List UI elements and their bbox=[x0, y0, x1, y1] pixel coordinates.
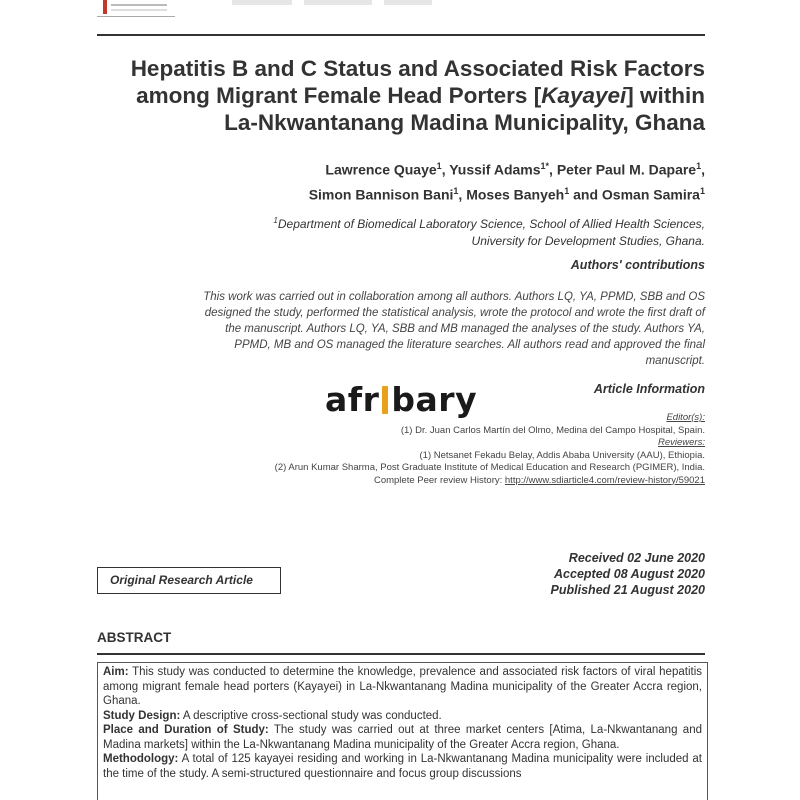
running-header-fragment bbox=[232, 0, 432, 5]
methodology-text: A total of 125 kayayei residing and working in La-Nkwantanang Madina municipality were included at the time of the study. A semi-structured questionnaire and focus group discussions bbox=[103, 753, 702, 780]
contributions-line: designed the study, performed the statistical analysis, wrote the protocol and wrote the first draft of bbox=[204, 307, 705, 319]
affiliation-mark: 1 bbox=[273, 216, 278, 225]
header-rule bbox=[97, 34, 705, 36]
author-separator: , bbox=[549, 161, 557, 178]
watermark-text-left: afr bbox=[325, 380, 380, 419]
contributions-line: PPMD, MB and OS managed the literature searches. All authors read and approved the final bbox=[234, 339, 705, 351]
published-date: Published 21 August 2020 bbox=[550, 583, 705, 597]
author-name: Osman Samira bbox=[601, 186, 700, 203]
reviewers-label: Reviewers: bbox=[658, 437, 705, 448]
reviewer-entry: (2) Arun Kumar Sharma, Post Graduate Institute of Medical Education and Research (PGIMER), India. bbox=[274, 462, 705, 473]
contributions-line: manuscript. bbox=[645, 355, 705, 367]
author-separator: , bbox=[701, 161, 705, 178]
author-affiliation-mark: 1 bbox=[564, 185, 570, 196]
contributions-line: the manuscript. Authors LQ, YA, SBB and MB managed the analyses of the study. Authors YA, bbox=[225, 323, 705, 335]
reviewer-entry: (1) Netsanet Fekadu Belay, Addis Ababa University (AAU), Ethiopia. bbox=[419, 449, 705, 461]
editors-label: Editor(s): bbox=[666, 412, 705, 423]
abstract-aim bbox=[103, 665, 702, 709]
author-name: Yussif Adams bbox=[449, 161, 541, 178]
abstract-heading: ABSTRACT bbox=[97, 630, 172, 645]
author-name: Lawrence Quaye bbox=[325, 161, 437, 178]
title-line-2-italic: Kayayei bbox=[541, 83, 627, 108]
abstract-rule bbox=[97, 653, 705, 655]
review-history-link[interactable]: http://www.sdiarticle4.com/review-history/59021 bbox=[504, 474, 705, 486]
affiliation bbox=[145, 212, 705, 250]
author-separator: , bbox=[441, 161, 450, 178]
author-affiliation-mark: 1 bbox=[696, 161, 702, 171]
affiliation-line-2: University for Development Studies, Ghana. bbox=[471, 234, 705, 248]
title-line-2a: among Migrant Female Head Porters [ bbox=[136, 83, 542, 108]
contributions-heading: Authors' contributions bbox=[570, 258, 705, 272]
aim-label: Aim: bbox=[103, 666, 129, 678]
design-text: A descriptive cross-sectional study was conducted. bbox=[180, 709, 442, 722]
watermark-text-right: bary bbox=[391, 380, 478, 419]
author-name: Simon Bannison Bani bbox=[308, 186, 454, 203]
article-title bbox=[85, 55, 705, 136]
abstract-place bbox=[103, 723, 702, 752]
place-label: Place and Duration of Study: bbox=[103, 724, 269, 736]
article-dates bbox=[551, 550, 705, 598]
logo-mark-icon bbox=[103, 0, 107, 14]
author-list bbox=[105, 156, 705, 205]
title-line-2b: ] within bbox=[626, 83, 705, 108]
article-info-heading: Article Information bbox=[593, 382, 705, 396]
abstract-body bbox=[97, 662, 708, 800]
author-name: Peter Paul M. Dapare bbox=[556, 161, 697, 178]
article-type-badge: Original Research Article bbox=[97, 567, 281, 594]
abstract-design bbox=[103, 709, 702, 724]
author-affiliation-mark: 1* bbox=[540, 161, 550, 171]
contributions-text bbox=[105, 289, 705, 369]
methodology-label: Methodology: bbox=[103, 753, 179, 765]
editor-entry: (1) Dr. Juan Carlos Martín del Olmo, Medina del Campo Hospital, Spain. bbox=[400, 424, 705, 436]
author-affiliation-mark: 1 bbox=[436, 161, 442, 171]
author-separator: , bbox=[458, 186, 467, 203]
pencil-icon bbox=[382, 386, 388, 414]
affiliation-line-1: Department of Biomedical Laboratory Science, School of Allied Health Sciences, bbox=[277, 217, 705, 231]
journal-logo bbox=[97, 0, 175, 17]
author-affiliation-mark: 1 bbox=[699, 185, 705, 196]
author-separator: and bbox=[569, 186, 602, 203]
design-label: Study Design: bbox=[103, 709, 181, 722]
author-affiliation-mark: 1 bbox=[453, 185, 459, 196]
review-history-label: Complete Peer review History: bbox=[373, 474, 505, 486]
article-info-details bbox=[205, 412, 705, 487]
title-line-3: La-Nkwantanang Madina Municipality, Ghana bbox=[224, 110, 705, 135]
aim-text: This study was conducted to determine the knowledge, prevalence and associated risk factors of viral hepatitis among migrant female head porters (Kayayei) in La-Nkwantanang Madina municipality of the Greater Accra region, Ghana. bbox=[103, 666, 702, 707]
abstract-methodology bbox=[103, 752, 702, 781]
place-text: The study was carried out at three market centers [Atima, La-Nkwantanang and Madina markets] within the La-Nkwantanang Madina municipality of the Greater Accra region, Ghana. bbox=[103, 724, 702, 751]
author-name: Moses Banyeh bbox=[466, 186, 565, 203]
logo-lines-icon bbox=[111, 4, 167, 6]
title-line-1: Hepatitis B and C Status and Associated Risk Factors bbox=[130, 56, 705, 81]
received-date: Received 02 June 2020 bbox=[568, 551, 705, 565]
contributions-line: This work was carried out in collaboration among all authors. Authors LQ, YA, PPMD, SBB and OS bbox=[203, 291, 705, 303]
accepted-date: Accepted 08 August 2020 bbox=[554, 567, 705, 581]
